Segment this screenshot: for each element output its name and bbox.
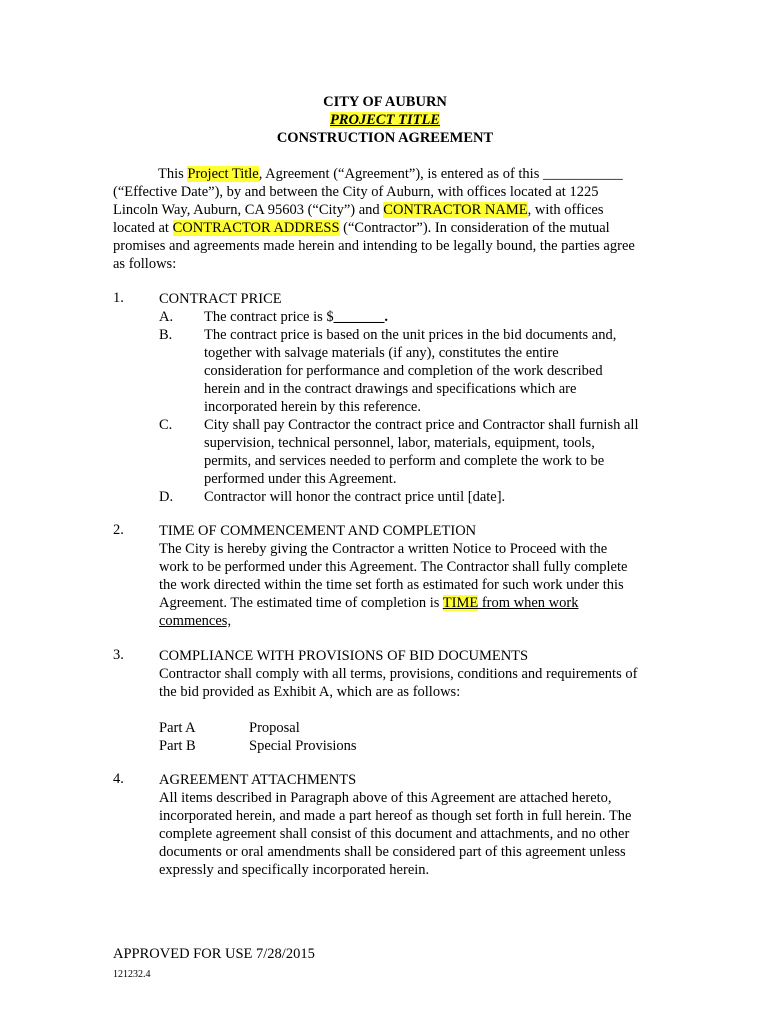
part-label: Part B	[159, 738, 196, 754]
item-text: performed under this Agreement.	[204, 471, 397, 487]
part-value: Proposal	[249, 720, 300, 736]
approval-note: APPROVED FOR USE 7/28/2015	[113, 946, 315, 962]
section-text: documents or oral amendments shall be considered part of this agreement unless	[159, 844, 626, 860]
section-number: 3.	[113, 647, 124, 663]
section-text: from when work	[478, 595, 579, 611]
section-text: the work directed within the time set forth as estimated for such work under this	[159, 577, 624, 593]
section-heading: AGREEMENT ATTACHMENTS	[159, 772, 357, 788]
item-text: The contract price is $	[204, 309, 334, 325]
title-block	[0, 93, 770, 147]
section-number: 1.	[113, 290, 124, 306]
contractor-name-field: CONTRACTOR NAME	[383, 202, 528, 218]
intro-text: This	[158, 166, 188, 182]
section-text: Agreement. The estimated time of completion is	[159, 595, 443, 611]
intro-text: , with offices	[527, 202, 604, 218]
item-text: consideration for performance and completion of the work described	[204, 363, 603, 379]
project-title-field: Project Title	[187, 166, 259, 182]
section-text: incorporated herein, and made a part hereof as though set forth in full herein. The	[159, 808, 632, 824]
intro-text: (“Contractor”). In consideration of the mutual	[339, 220, 610, 236]
item-letter: C.	[159, 417, 173, 433]
section-number: 4.	[113, 771, 124, 787]
section-text: commences,	[159, 613, 232, 629]
intro-text: , Agreement (“Agreement”), is entered as of this ___________	[258, 166, 623, 182]
section-number: 2.	[113, 522, 124, 538]
section-text: All items described in Paragraph above of this Agreement are attached hereto,	[159, 790, 612, 806]
section-heading: CONTRACT PRICE	[159, 291, 282, 307]
intro-text: as follows:	[113, 256, 177, 272]
time-field: TIME	[442, 595, 479, 611]
item-text: together with salvage materials (if any), constitutes the entire	[204, 345, 559, 361]
item-text: The contract price is based on the unit prices in the bid documents and,	[204, 327, 617, 343]
item-text: incorporated herein by this reference.	[204, 399, 421, 415]
section-text: expressly and specifically incorporated herein.	[159, 862, 430, 878]
intro-text: promises and agreements made herein and intending to be legally bound, the parties agree	[113, 238, 635, 254]
intro-paragraph	[113, 165, 663, 273]
city-title: CITY OF AUBURN	[323, 94, 447, 110]
document-code: 121232.4	[113, 969, 151, 980]
part-label: Part A	[159, 720, 196, 736]
section-text: Contractor shall comply with all terms, provisions, conditions and requirements of	[159, 666, 638, 682]
item-letter: B.	[159, 327, 173, 343]
item-letter: A.	[159, 309, 174, 325]
price-blank: _______.	[333, 309, 389, 325]
section-text: work to be performed under this Agreement. The Contractor shall fully complete	[159, 559, 628, 575]
item-text: City shall pay Contractor the contract price and Contractor shall furnish all	[204, 417, 639, 433]
item-text: Contractor will honor the contract price until [date].	[204, 489, 506, 505]
intro-text: Lincoln Way, Auburn, CA 95603 (“City”) and	[113, 202, 384, 218]
section-text: the bid provided as Exhibit A, which are as follows:	[159, 684, 461, 700]
section-heading: COMPLIANCE WITH PROVISIONS OF BID DOCUMENTS	[159, 648, 529, 664]
intro-text: located at	[113, 220, 173, 236]
item-letter: D.	[159, 489, 174, 505]
contractor-address-field: CONTRACTOR ADDRESS	[172, 220, 340, 236]
item-text: herein and in the contract drawings and specifications which are	[204, 381, 577, 397]
section-text: complete agreement shall consist of this document and attachments, and no other	[159, 826, 630, 842]
section-heading: TIME OF COMMENCEMENT AND COMPLETION	[159, 523, 477, 539]
document-type-title: CONSTRUCTION AGREEMENT	[276, 130, 494, 146]
project-title-placeholder: PROJECT TITLE	[330, 112, 440, 128]
item-text: supervision, technical personnel, labor, materials, equipment, tools,	[204, 435, 595, 451]
intro-text: (“Effective Date”), by and between the City of Auburn, with offices located at 1225	[113, 184, 599, 200]
section-text: The City is hereby giving the Contractor a written Notice to Proceed with the	[159, 541, 608, 557]
part-value: Special Provisions	[249, 738, 357, 754]
item-text: permits, and services needed to perform and complete the work to be	[204, 453, 605, 469]
